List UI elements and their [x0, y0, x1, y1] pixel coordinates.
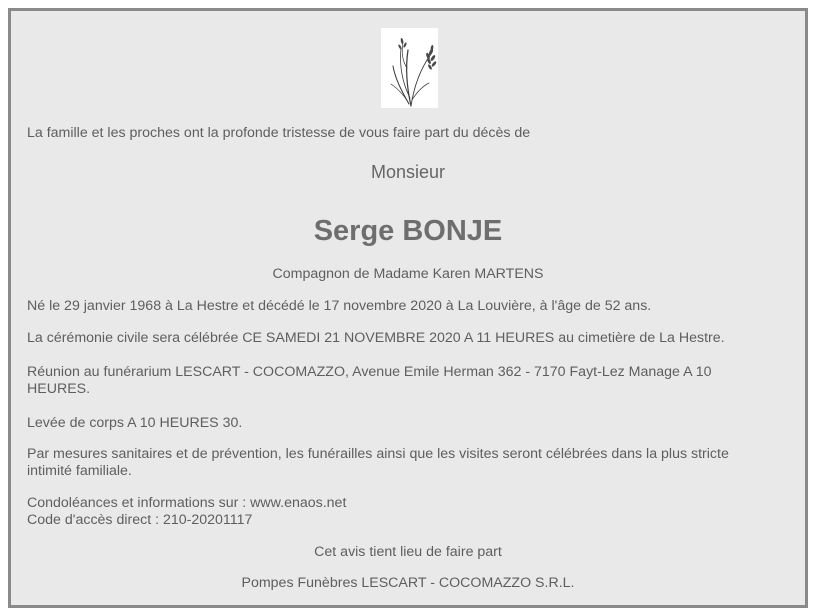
deceased-name: Serge BONJE	[313, 215, 503, 247]
death-notice-card	[8, 8, 808, 608]
intro-text: La famille et les proches ont la profonde tristesse de vous faire part du décès de	[27, 125, 531, 141]
wheat-ear-icon	[381, 28, 438, 108]
relation-text: Compagnon de Madame Karen MARTENS	[272, 266, 544, 282]
funeral-home-name: Pompes Funèbres LESCART - COCOMAZZO S.R.L.	[241, 575, 575, 591]
sanitary-text-line2: intimité familiale.	[27, 463, 132, 479]
condolences-text: Condoléances et informations sur : www.enaos.net	[27, 495, 347, 511]
birth-death-text: Né le 29 janvier 1968 à La Hestre et décédé le 17 novembre 2020 à La Louvière, à l'âge de 52 ans.	[27, 298, 652, 314]
honorific-title: Monsieur	[370, 162, 446, 182]
gathering-text-line2: HEURES.	[27, 381, 91, 397]
gathering-text-line1: Réunion au funérarium LESCART - COCOMAZZO, Avenue Emile Herman 362 - 7170 Fayt-Lez Manage A 10	[27, 364, 712, 380]
body-removal-text: Levée de corps A 10 HEURES 30.	[27, 415, 243, 431]
access-code-text: Code d'accès direct : 210-20201117	[27, 512, 253, 528]
ceremony-text: La cérémonie civile sera célébrée CE SAMEDI 21 NOVEMBRE 2020 A 11 HEURES au cimetière de La Hestre.	[27, 330, 725, 346]
notice-statement: Cet avis tient lieu de faire part	[314, 544, 502, 560]
sanitary-text-line1: Par mesures sanitaires et de prévention, les funérailles ainsi que les visites seront célébrées dans la plus stricte	[27, 446, 729, 462]
